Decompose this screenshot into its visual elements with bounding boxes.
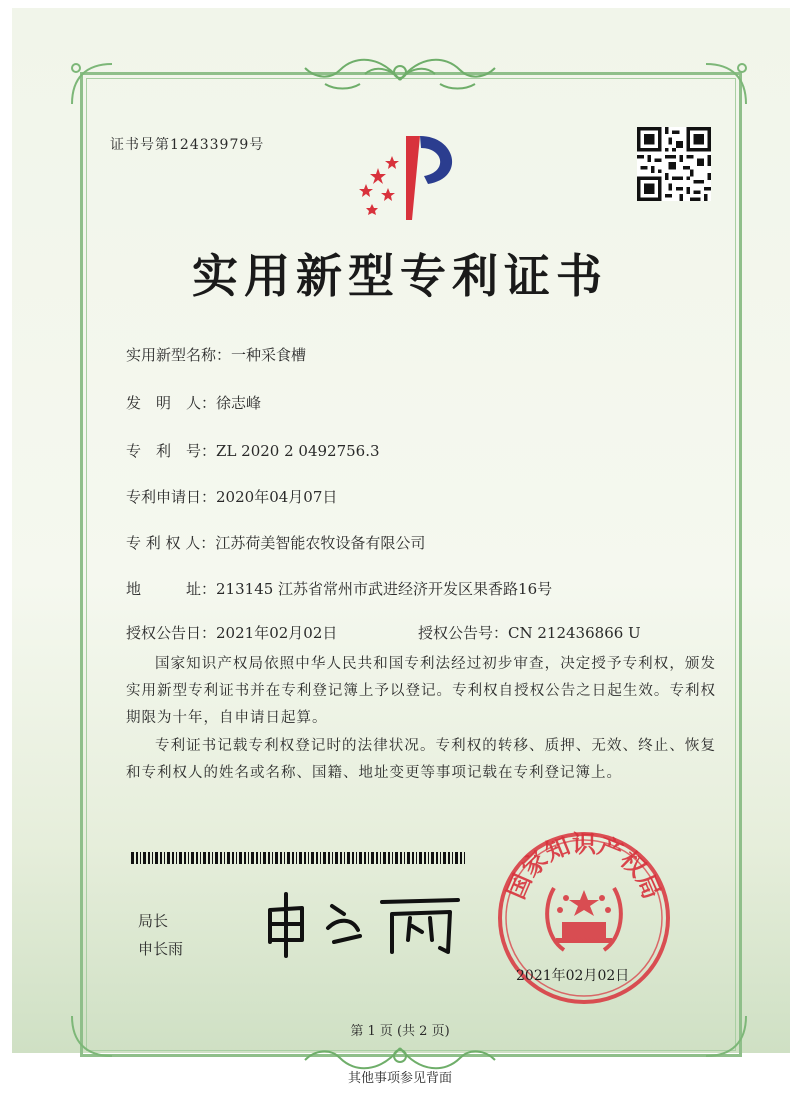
- barcode-icon: [131, 852, 467, 864]
- field-patentee: [126, 532, 425, 553]
- field-application-date-label: 专利申请日：: [126, 488, 217, 506]
- corner-ornament-top-left: [66, 58, 118, 110]
- field-grant-no-value: CN 212436866 U: [508, 624, 641, 642]
- field-grant-no-label: 授权公告号：: [418, 624, 509, 642]
- field-name-label: 实用新型名称：: [126, 346, 232, 364]
- field-patentee-value: 江苏荷美智能农牧设备有限公司: [215, 534, 426, 552]
- seal-date: 2021年02月02日: [516, 968, 630, 984]
- certificate-title: 实用新型专利证书: [192, 249, 608, 303]
- field-grant-date-label: 授权公告日：: [126, 624, 217, 642]
- field-patent-no-value: ZL 2020 2 0492756.3: [216, 442, 380, 460]
- footer-note: 其他事项参见背面: [347, 1071, 452, 1086]
- field-inventor-value: 徐志峰: [216, 394, 262, 412]
- field-name: [126, 344, 306, 365]
- field-inventor-label: 发 明 人：: [126, 394, 217, 412]
- page-indicator: 第 1 页 (共 2 页): [350, 1024, 450, 1039]
- director-signature: [262, 888, 462, 958]
- field-application-date: [126, 486, 337, 507]
- field-name-value: 一种采食槽: [231, 346, 307, 364]
- cnipa-logo-icon: [348, 128, 470, 224]
- paragraph-grant-notice: 国家知识产权局依照中华人民共和国专利法经过初步审查，决定授予专利权，颁发实用新型专利证书并在专利登记簿上予以登记。专利权自授权公告之日起生效。专利权期限为十年，自申请日起算。: [126, 656, 716, 726]
- field-grant-date: [126, 622, 337, 643]
- seal-text: 国家知识产权局: [501, 829, 667, 903]
- field-patent-no: [126, 440, 380, 461]
- corner-ornament-top-right: [700, 58, 752, 110]
- field-address-value: 213145 江苏省常州市武进经济开发区果香路16号: [216, 580, 553, 598]
- paragraph-legal-status: 专利证书记载专利权登记时的法律状况。专利权的转移、质押、无效、终止、恢复和专利权人的姓名或名称、国籍、地址变更等事项记载在专利登记簿上。: [126, 738, 716, 781]
- field-address: [126, 578, 552, 599]
- field-patentee-label: 专 利 权 人：: [126, 534, 216, 552]
- top-ornament: [300, 50, 500, 94]
- qr-code-icon: [637, 127, 711, 201]
- field-address-label: 地 址：: [126, 580, 217, 598]
- field-grant-no: [418, 622, 641, 643]
- director-title: 局长: [138, 912, 169, 930]
- certificate-number: 证书号第12433979号: [110, 137, 265, 153]
- director-name: 申长雨: [138, 940, 184, 958]
- field-inventor: [126, 392, 261, 413]
- field-grant-date-value: 2021年02月02日: [216, 624, 338, 642]
- field-patent-no-label: 专 利 号：: [126, 442, 217, 460]
- field-application-date-value: 2020年04月07日: [216, 488, 338, 506]
